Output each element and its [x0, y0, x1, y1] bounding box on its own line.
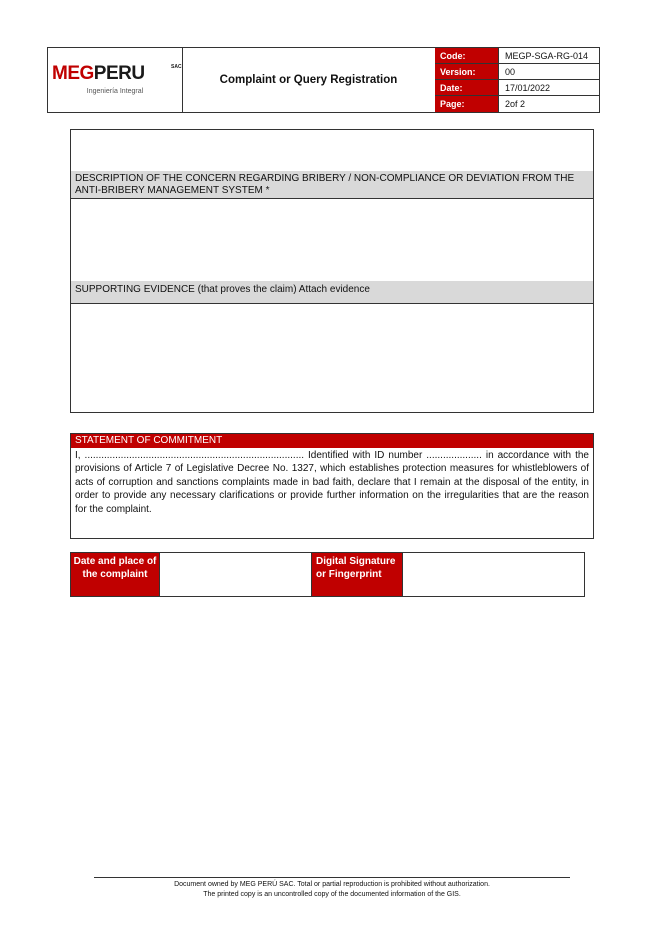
previous-section-field[interactable] — [71, 130, 593, 172]
digital-signature-field[interactable] — [402, 553, 584, 596]
footer-line-1: Document owned by MEG PERÚ SAC. Total or partial reproduction is prohibited without authorization. — [174, 881, 490, 888]
document-header — [47, 47, 600, 113]
logo-peru: PERU — [93, 63, 145, 84]
meta-row-code — [435, 48, 600, 64]
statement-of-commitment — [70, 433, 594, 539]
meta-key: Code: — [435, 48, 499, 63]
date-place-label: Date and place of the complaint — [71, 553, 159, 596]
logo-side-text: SAC — [171, 64, 182, 70]
date-place-field[interactable] — [159, 553, 312, 596]
meta-value: 17/01/2022 — [505, 83, 551, 93]
footer-line-2: The printed copy is an uncontrolled copy of the documented information of the GIS. — [203, 890, 461, 898]
evidence-heading: SUPPORTING EVIDENCE (that proves the claim) Attach evidence — [71, 281, 593, 304]
document-footer — [94, 880, 570, 899]
logo-tagline: Ingeniería Integral — [86, 88, 144, 95]
meta-value: MEGP-SGA-RG-014 — [505, 51, 589, 61]
meta-row-page — [435, 96, 600, 112]
evidence-field[interactable] — [71, 304, 593, 412]
signature-table — [70, 552, 585, 597]
meta-value: 2of 2 — [505, 99, 526, 109]
description-field[interactable] — [71, 199, 593, 282]
footer-divider — [94, 877, 570, 878]
meta-key: Date: — [435, 80, 499, 95]
document-meta-table — [435, 48, 600, 112]
statement-body: I, ............................................................................... Identified with ID number .................... in accordance with the provisions of Article 7 of Legislative Decree No. 1327, which establishes protection measures for whistleblowers of acts of corruption and sanctions complaints made in bad faith, declare that I remain at the disposal of the entity, in order to provide any necessary clarifications or provide further information on the irregularities that are the reason for the complaint. — [75, 450, 589, 515]
logo-meg: MEG — [52, 63, 94, 84]
statement-heading: STATEMENT OF COMMITMENT — [71, 434, 593, 448]
meta-key: Version: — [435, 64, 499, 79]
meta-row-date — [435, 80, 600, 96]
digital-signature-label: Digital Signature or Fingerprint — [312, 553, 402, 596]
document-title: Complaint or Query Registration — [182, 48, 436, 112]
meta-key: Page: — [435, 96, 499, 112]
logo-wordmark — [52, 63, 145, 85]
complaint-form-table — [70, 129, 594, 413]
description-heading: DESCRIPTION OF THE CONCERN REGARDING BRIBERY / NON-COMPLIANCE OR DEVIATION FROM THE ANTI-BRIBERY MANAGEMENT SYSTEM * — [71, 171, 593, 199]
meta-row-version — [435, 64, 600, 80]
company-logo — [48, 48, 183, 112]
meta-value: 00 — [505, 67, 516, 77]
